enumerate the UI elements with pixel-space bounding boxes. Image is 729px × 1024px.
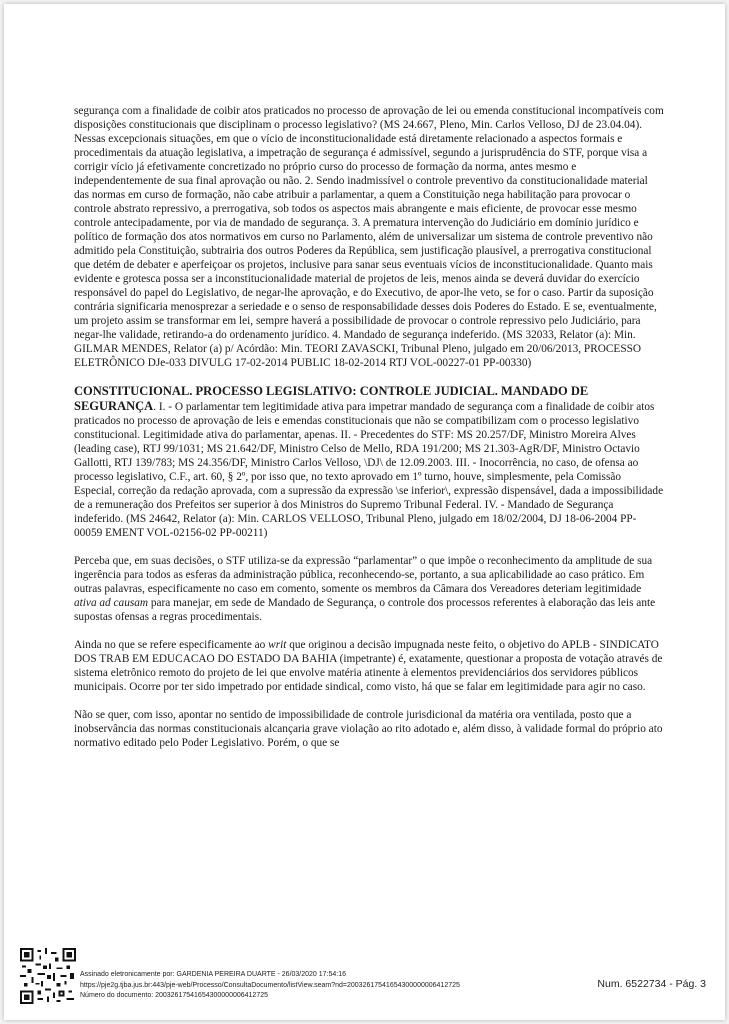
paragraph-3-text-a: Perceba que, em suas decisões, o STF utiliza-se da expressão “parlamentar” o que impõe o reconhecimento da amplitude de sua ingerência para todos as esferas da administração pública, reconhecendo-se, portanto, a sua aplicabilidade ao caso prático. Em outras palavras, especificamente no caso em comento, somente os membros da Câmara dos Vereadores deteriam legitimidade — [74, 555, 653, 595]
paragraph-2-body: . I. - O parlamentar tem legitimidade ativa para impetrar mandado de segurança com a finalidade de coibir atos praticados no processo de aprovação de leis e emendas constitucionais que não se compatibilizam com o processo legislativo constitucional. Legitimidade ativa do parlamentar, apenas. II. - Precedentes do STF: MS 20.257/DF, Ministro Moreira Alves (leading case), RTJ 99/1031; MS 21.642/DF, Ministro Celso de Mello, RDA 191/200; MS 21.303-AgR/DF, Ministro Octavio Gallotti, RTJ 139/783; MS 24.356/DF, Ministro Carlos Velloso, \DJ\ de 12.09.2003. III. - Inocorrência, no caso, de ofensa ao processo legislativo, C.F., art. 60, § 2º, por isso que, no texto aprovado em 1º turno, houve, simplesmente, pela Comissão Especial, correção da redação aprovada, com a supressão da expressão \se inferior\, expressão dispensável, dada a impossibilidade de a remuneração dos Prefeitos ser superior à dos Ministros do Supremo Tribunal Federal. IV. - Mandado de Segurança indeferido. (MS 24642, Relator (a): Min. CARLOS VELLOSO, Tribunal Pleno, julgado em 18/02/2004, DJ 18-06-2004 PP-00059 EMENT VOL-02156-02 PP-00211) — [74, 401, 664, 539]
signature-info — [80, 970, 460, 1002]
paragraph-5: Não se quer, com isso, apontar no sentido de impossibilidade de controle jurisdicional da matéria ora ventilada, posto que a inobservância das normas constitucionais alcançaria grave violação ao rito adotado e, além disso, à validade formal do próprio ato normativo editado pelo Poder Legislativo. Porém, o que se — [74, 709, 663, 749]
document-url[interactable]: https://pje2g.tjba.jus.br:443/pje-web/Processo/ConsultaDocumento/listView.seam?nd=20032617541654300000006412725 — [80, 981, 460, 989]
signed-by-text: Assinado eletronicamente por: GARDENIA PEREIRA DUARTE - 26/03/2020 17:54:16 — [80, 971, 347, 978]
qr-code-icon — [20, 948, 76, 1004]
paragraph-2 — [74, 384, 664, 540]
paragraph-4 — [74, 638, 664, 694]
document-footer — [20, 948, 720, 1018]
paragraph-1: segurança com a finalidade de coibir atos praticados no processo de aprovação de lei ou emenda constitucional incompatíveis com disposições constitucionais que disciplinam o processo legislativo? (MS 24.667, Pleno, Min. Carlos Velloso, DJ de 23.04.04). Nessas excepcionais situações, em que o vício de inconstitucionalidade está diretamente relacionado a aspectos formais e procedimentais da atuação legislativa, a impetração de segurança é admissível, segundo a jurisprudência do STF, porque visa a corrigir vício já efetivamente concretizado no próprio curso do processo de formação da norma, antes mesmo e independentemente de sua final aprovação ou não. 2. Sendo inadmissível o controle preventivo da constitucionalidade material das normas em curso de formação, não cabe atribuir a parlamentar, a quem a Constituição nega habilitação para provocar o controle abstrato repressivo, a prerrogativa, sob todos os aspectos mais abrangente e mais eficiente, de provocar esse mesmo controle antecipadamente, por via de mandado de segurança. 3. A prematura intervenção do Judiciário em domínio jurídico e político de formação dos atos normativos em curso no Parlamento, além de universalizar um sistema de controle preventivo não admitido pela Constituição, subtrairia dos outros Poderes da República, sem justificação plausível, a prerrogativa constitucional que detém de debater e aperfeiçoar os projetos, inclusive para sanar seus eventuais vícios de inconstitucionalidade. Quanto mais evidente e grotesca possa ser a inconstitucionalidade material de projetos de leis, menos ainda se deverá duvidar do exercício responsável do papel do Legislativo, de negar-lhe aprovação, e do Executivo, de apor-lhe veto, se for o caso. Partir da suposição contrária significaria menosprezar a seriedade e o senso de responsabilidade desses dois Poderes do Estado. E se, eventualmente, um projeto assim se transformar em lei, sempre haverá a possibilidade de provocar o controle repressivo pelo Judiciário, para negar-lhe validade, retirando-a do ordenamento jurídico. 4. Mandado de segurança indeferido. (MS 32033, Relator (a): Min. GILMAR MENDES, Relator (a) p/ Acórdão: Min. TEORI ZAVASCKI, Tribunal Pleno, julgado em 20/06/2013, PROCESSO ELETRÔNICO DJe-033 DIVULG 17-02-2014 PUBLIC 18-02-2014 RTJ VOL-00227-01 PP-00330) — [74, 105, 664, 369]
document-body — [74, 104, 664, 764]
paragraph-3-italic: ativa ad causam — [74, 597, 149, 609]
paragraph-3-text-b: para manejar, em sede de Mandado de Segurança, o controle dos processos referentes à elaboração das leis ante supostas ofensas a regras procedimentais. — [74, 597, 656, 623]
paragraph-3 — [74, 554, 664, 624]
paragraph-4-text-b: que originou a decisão impugnada neste feito, o objetivo do APLB - SINDICATO DOS TRAB EM EDUCACAO DO ESTADO DA BAHIA (impetrante) é, exatamente, questionar a proposta de votação através de sistema eletrônico remoto do projeto de lei que envolve matéria atinente à elementos previdenciários dos servidores públicos municipais. Ocorre por ter sido impetrado por entidade sindical, como visto, há que se falar em legitimidade para agir no caso. — [74, 639, 663, 693]
page-number: Num. 6522734 - Pág. 3 — [597, 978, 706, 990]
paragraph-4-text-a: Ainda no que se refere especificamente ao — [74, 639, 269, 651]
document-number: Número do documento: 20032617541654300000006412725 — [80, 992, 268, 999]
document-page — [4, 4, 725, 1020]
paragraph-2-heading: CONSTITUCIONAL. PROCESSO LEGISLATIVO: CONTROLE JUDICIAL. MANDADO DE SEGURANÇA — [74, 384, 589, 413]
paragraph-4-italic: writ — [268, 639, 287, 651]
